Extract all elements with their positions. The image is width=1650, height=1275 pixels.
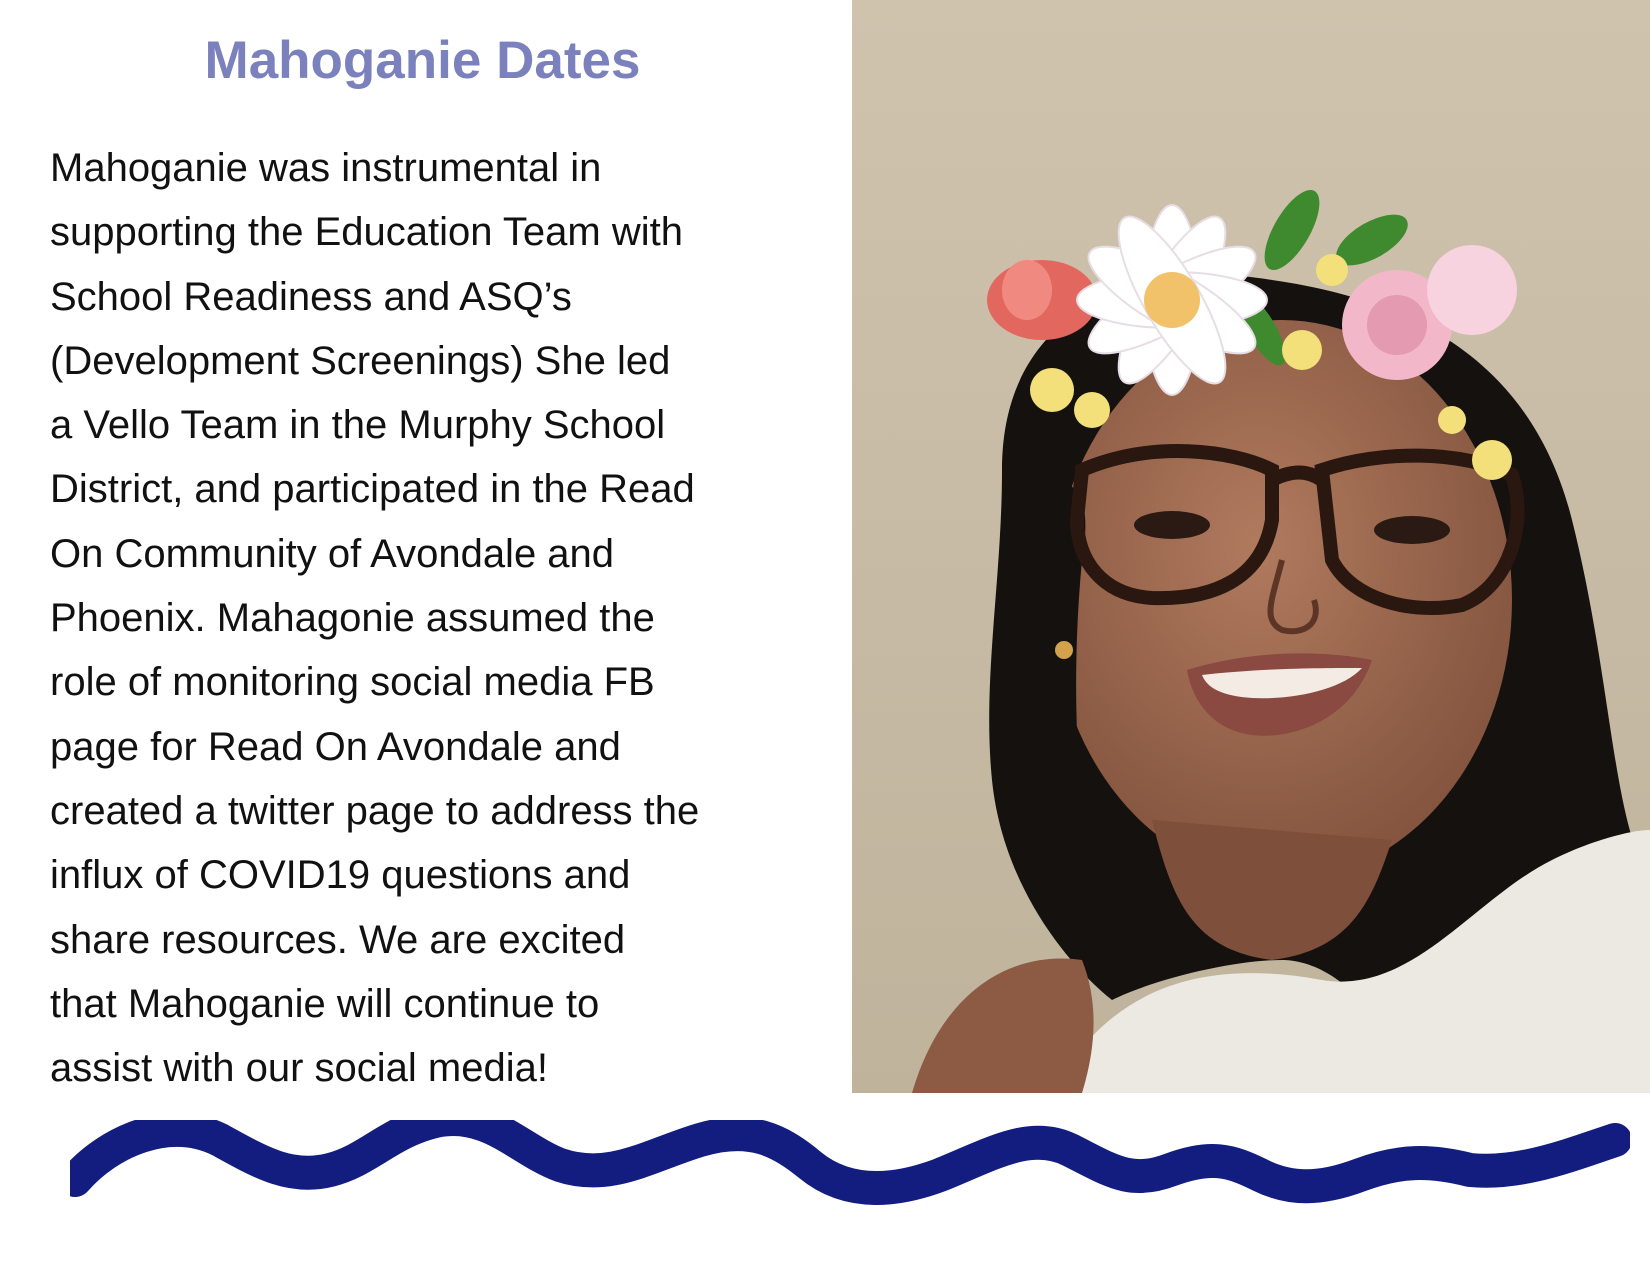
bio-line: assist with our social media!	[50, 1046, 548, 1091]
portrait-illustration	[852, 0, 1650, 1093]
page-title: Mahoganie Dates	[204, 31, 641, 90]
bio-line: Phoenix. Mahagonie assumed the	[50, 596, 655, 641]
bio-line: District, and participated in the Read	[50, 467, 695, 512]
wave-stroke	[75, 1120, 1615, 1188]
decorative-brush-wave	[70, 1120, 1630, 1260]
bio-line: supporting the Education Team with	[50, 210, 683, 255]
portrait-photo	[852, 0, 1650, 1093]
bio-line: a Vello Team in the Murphy School	[50, 403, 666, 448]
bio-line: Mahoganie was instrumental in	[50, 146, 602, 190]
bio-line: On Community of Avondale and	[50, 531, 615, 576]
bio-line: that Mahoganie will continue to	[50, 981, 600, 1026]
bio-line: School Readiness and ASQ’s	[50, 274, 572, 319]
bio-line: share resources. We are excited	[50, 917, 626, 962]
bio-line: role of monitoring social media FB	[50, 660, 655, 705]
bio-line: page for Read On Avondale and	[50, 724, 621, 769]
bio-line: created a twitter page to address the	[50, 788, 700, 833]
bio-line: influx of COVID19 questions and	[50, 853, 631, 898]
bio-line: (Development Screenings) She led	[50, 338, 671, 383]
bio-paragraph	[50, 136, 810, 1100]
